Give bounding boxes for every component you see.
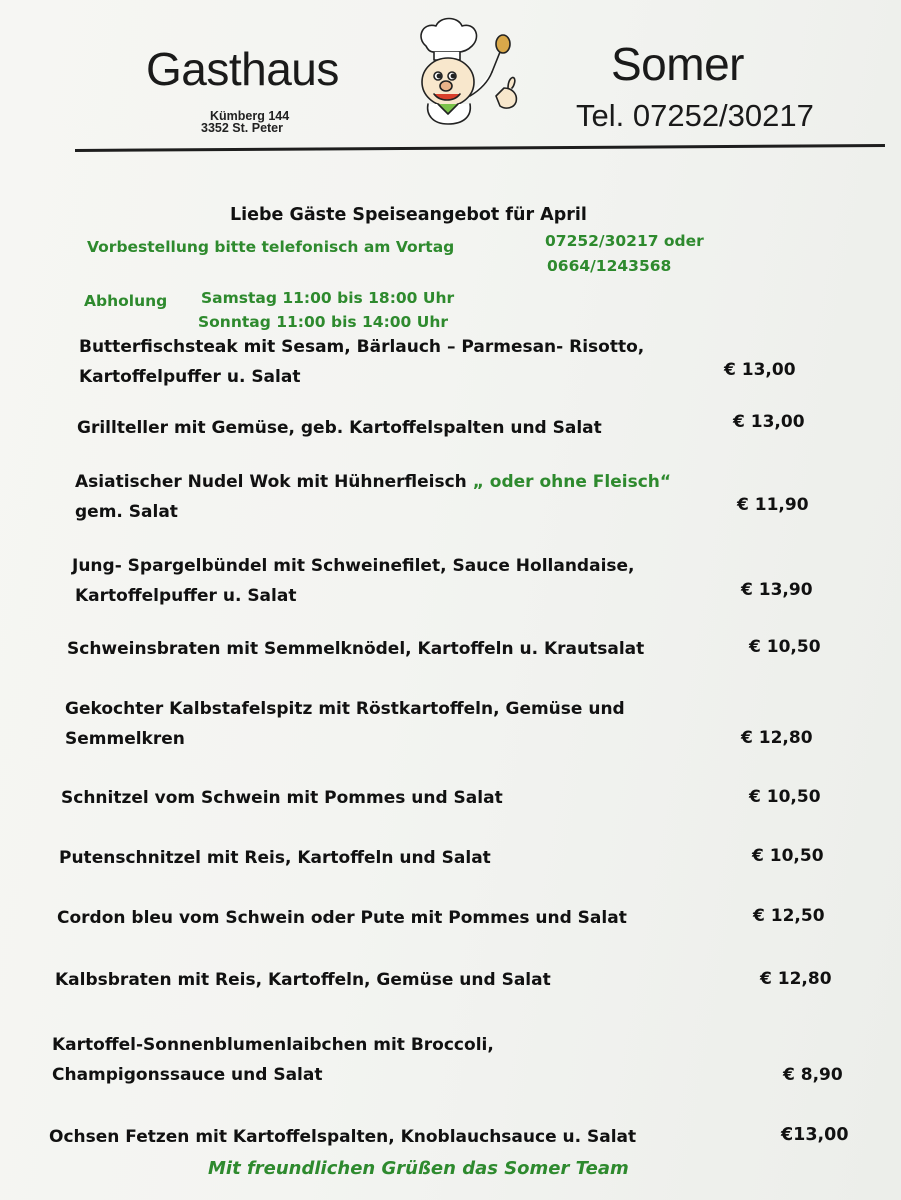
address-line-2: 3352 St. Peter [201, 121, 283, 135]
menu-item [52, 1030, 494, 1090]
menu-item-price: € 12,80 [760, 969, 832, 989]
preorder-phone-1: 07252/30217 oder [545, 232, 704, 250]
menu-item [55, 965, 551, 995]
menu-item-price: €13,00 [781, 1125, 849, 1145]
menu-item-price: € 10,50 [749, 637, 821, 657]
menu-item-line: Cordon bleu vom Schwein oder Pute mit Pommes und Salat [57, 908, 627, 928]
menu-item-price: € 13,90 [741, 580, 813, 600]
menu-item-line: Putenschnitzel mit Reis, Kartoffeln und Salat [59, 848, 491, 868]
menu-item-line: Ochsen Fetzen mit Kartoffelspalten, Knoblauchsauce u. Salat [49, 1127, 637, 1147]
menu-item-line: Kalbsbraten mit Reis, Kartoffeln, Gemüse und Salat [55, 970, 551, 990]
menu-item [77, 413, 602, 443]
phone-number: Tel. 07252/30217 [576, 98, 814, 133]
menu-item [49, 1122, 636, 1152]
chef-mascot-icon [408, 16, 534, 128]
menu-item-price: € 10,50 [752, 846, 824, 866]
menu-item-line: Jung- Spargelbündel mit Schweinefilet, Sauce Hollandaise, [72, 556, 635, 576]
menu-item-line: gem. Salat [75, 502, 178, 522]
menu-item-line: Kartoffelpuffer u. Salat [79, 367, 301, 387]
menu-item [61, 783, 503, 813]
address-line-1: Kümberg 144 [210, 109, 290, 123]
pickup-saturday: Samstag 11:00 bis 18:00 Uhr [201, 289, 455, 307]
menu-item-line: Schnitzel vom Schwein mit Pommes und Salat [61, 788, 503, 808]
menu-item [57, 903, 627, 933]
menu-item-line: Kartoffelpuffer u. Salat [75, 586, 297, 606]
menu-item-line: Butterfischsteak mit Sesam, Bärlauch – Parmesan- Risotto, [79, 337, 645, 357]
menu-item-note: „ oder ohne Fleisch“ [472, 472, 672, 492]
menu-item [75, 467, 671, 527]
menu-item-line: Schweinsbraten mit Semmelknödel, Kartoffeln u. Krautsalat [67, 639, 645, 659]
preorder-phone-2: 0664/1243568 [547, 257, 672, 275]
menu-item-price: € 10,50 [749, 787, 821, 807]
pickup-label: Abholung [84, 292, 168, 310]
menu-item-price: € 11,90 [737, 495, 809, 515]
menu-item-price: € 12,50 [753, 906, 825, 926]
menu-item-line: Grillteller mit Gemüse, geb. Kartoffelspalten und Salat [77, 418, 602, 438]
menu-item [59, 843, 491, 873]
menu-item-price: € 12,80 [741, 728, 813, 748]
menu-item-line: Kartoffel-Sonnenblumenlaibchen mit Broccoli, [52, 1035, 494, 1055]
menu-item [79, 332, 644, 392]
menu-title: Liebe Gäste Speiseangebot für April [230, 205, 587, 225]
menu-item-price: € 13,00 [724, 360, 796, 380]
menu-item-line: Gekochter Kalbstafelspitz mit Röstkartoffeln, Gemüse und [65, 699, 625, 719]
menu-item-price: € 13,00 [733, 412, 805, 432]
menu-item [72, 551, 635, 611]
restaurant-name-right: Somer [611, 38, 744, 90]
menu-item [65, 694, 625, 754]
pickup-sunday: Sonntag 11:00 bis 14:00 Uhr [198, 313, 449, 331]
menu-item [67, 634, 644, 664]
closing-greeting: Mit freundlichen Grüßen das Somer Team [208, 1158, 629, 1179]
menu-item-line: Champigonssauce und Salat [52, 1065, 323, 1085]
preorder-note: Vorbestellung bitte telefonisch am Vortag [87, 238, 455, 256]
menu-item-line: Asiatischer Nudel Wok mit Hühnerfleisch [75, 472, 467, 492]
restaurant-name-left: Gasthaus [146, 43, 339, 95]
menu-item-line: Semmelkren [65, 729, 185, 749]
menu-item-price: € 8,90 [783, 1065, 843, 1085]
